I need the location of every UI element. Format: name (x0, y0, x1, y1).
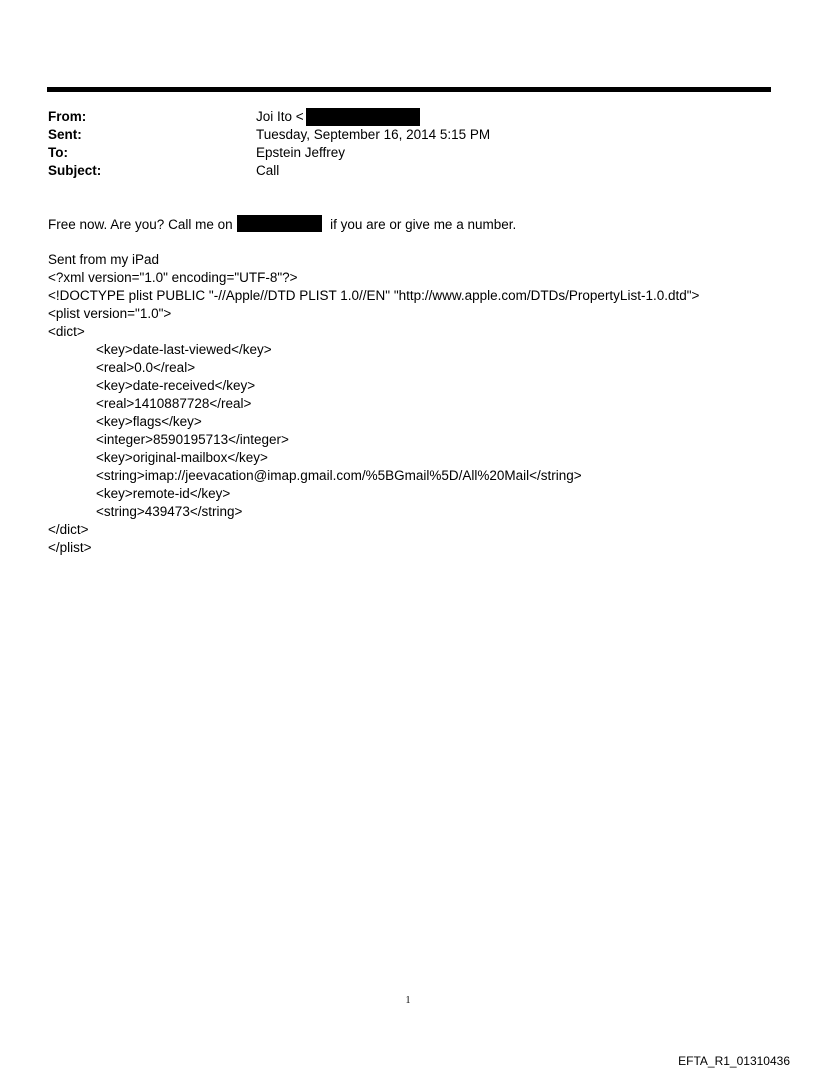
message-text-after: if you are or give me a number. (330, 217, 517, 232)
plist-line: <integer>8590195713</integer> (96, 432, 289, 447)
to-value: Epstein Jeffrey (256, 145, 346, 160)
email-header (48, 108, 490, 180)
to-row (48, 144, 490, 162)
subject-label: Subject: (48, 163, 102, 178)
from-label: From: (48, 109, 87, 124)
page-number: 1 (405, 995, 411, 1006)
plist-line: </plist> (48, 540, 92, 555)
plist-line: <dict> (48, 324, 85, 339)
from-value (256, 108, 420, 126)
plist-line: <string>imap://jeevacation@imap.gmail.com/%5BGmail%5D/All%20Mail</string> (96, 468, 582, 483)
redacted-email-block (306, 108, 420, 126)
signature-line: Sent from my iPad (48, 252, 160, 267)
to-label: To: (48, 145, 68, 160)
from-row (48, 108, 490, 126)
message-text-before: Free now. Are you? Call me on (48, 217, 233, 232)
sent-value: Tuesday, September 16, 2014 5:15 PM (256, 127, 491, 142)
from-name: Joi Ito < (256, 109, 304, 124)
plist-line: </dict> (48, 522, 89, 537)
plist-line: <key>date-last-viewed</key> (96, 342, 272, 357)
plist-line: <key>original-mailbox</key> (96, 450, 268, 465)
redacted-phone-block (237, 215, 322, 232)
plist-line: <string>439473</string> (96, 504, 243, 519)
bates-number: EFTA_R1_01310436 (678, 1054, 790, 1068)
sent-row (48, 126, 490, 144)
plist-line: <plist version="1.0"> (48, 306, 172, 321)
subject-row (48, 162, 490, 180)
message-line (48, 215, 516, 234)
plist-line: <real>0.0</real> (96, 360, 196, 375)
plist-line: <key>flags</key> (96, 414, 202, 429)
header-divider-rule (47, 87, 771, 92)
plist-block (48, 269, 699, 557)
plist-line: <key>remote-id</key> (96, 486, 231, 501)
plist-line: <?xml version="1.0" encoding="UTF-8"?> (48, 270, 298, 285)
plist-line: <!DOCTYPE plist PUBLIC "-//Apple//DTD PLIST 1.0//EN" "http://www.apple.com/DTDs/PropertyList-1.0.dtd"> (48, 288, 700, 303)
subject-value: Call (256, 163, 280, 178)
plist-line: <real>1410887728</real> (96, 396, 252, 411)
plist-line: <key>date-received</key> (96, 378, 256, 393)
sent-label: Sent: (48, 127, 82, 142)
